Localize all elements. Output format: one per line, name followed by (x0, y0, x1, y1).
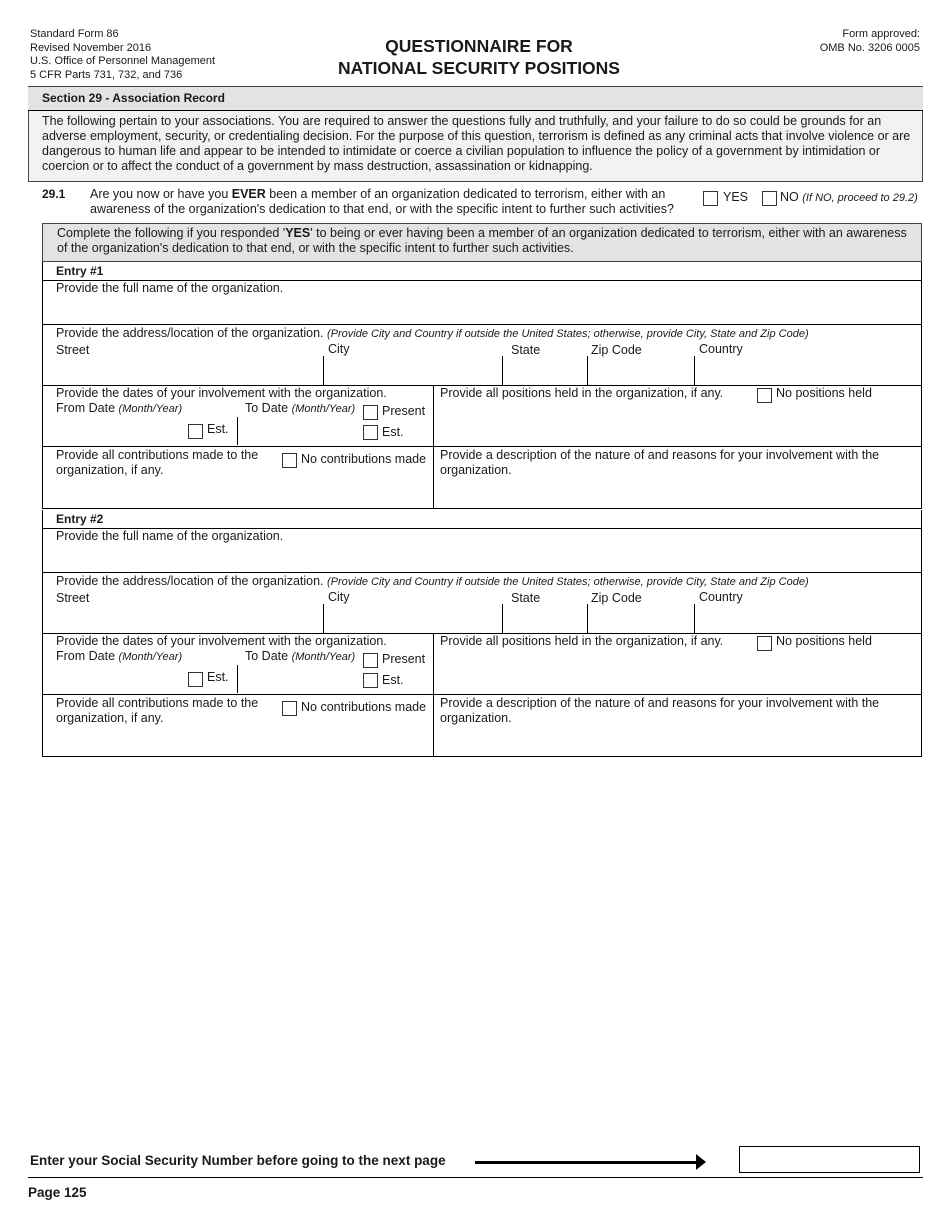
from-date-label: From Date (Month/Year) (56, 649, 183, 663)
from-est-label: Est. (207, 670, 229, 684)
to-est-label: Est. (382, 425, 404, 439)
org-name-label: Provide the full name of the organization. (56, 529, 284, 543)
zip-label: Zip Code (591, 343, 642, 357)
city-input[interactable] (328, 358, 498, 383)
street-label: Street (56, 591, 90, 605)
yes-label: YES (723, 190, 749, 204)
positions-label: Provide all positions held in the organization, if any. (440, 634, 724, 648)
no-contributions-label: No contributions made (301, 452, 427, 466)
city-label: City (328, 342, 350, 356)
from-est-checkbox[interactable] (188, 424, 203, 439)
yes-checkbox[interactable] (703, 191, 718, 206)
omb-approval: Form approved: OMB No. 3206 0005 (819, 28, 920, 54)
no-positions-label: No positions held (776, 386, 872, 400)
instruction-text: Complete the following if you responded 'YES' to being or ever having been a member of an organization dedicated to terrorism, either with an awareness of the organization's dedication to that end, or with the specific intent to further such activities. (57, 226, 907, 255)
to-est-checkbox[interactable] (363, 673, 378, 688)
org-name-input[interactable] (56, 297, 916, 323)
present-label: Present (382, 404, 426, 418)
form-info (30, 28, 215, 82)
org-name-label: Provide the full name of the organization. (56, 281, 284, 295)
zip-input[interactable] (592, 358, 690, 383)
page-number: Page 125 (28, 1185, 87, 1200)
page-title: QUESTIONNAIRE FOR NATIONAL SECURITY POSITIONS (338, 36, 620, 78)
to-est-label: Est. (382, 673, 404, 687)
entry-title: Entry #2 (56, 512, 104, 526)
to-est-checkbox[interactable] (363, 425, 378, 440)
country-input[interactable] (699, 358, 917, 383)
contributions-label: Provide all contributions made to the organization, if any. (56, 448, 259, 477)
street-input[interactable] (56, 606, 316, 631)
no-label: NO (If NO, proceed to 29.2) (780, 190, 918, 204)
country-label: Country (699, 590, 743, 604)
state-label: State (511, 591, 541, 605)
no-positions-checkbox[interactable] (757, 636, 772, 651)
description-label: Provide a description of the nature of and reasons for your involvement with the organization. (440, 696, 880, 725)
description-label: Provide a description of the nature of and reasons for your involvement with the organization. (440, 448, 880, 477)
cfr-reference: 5 CFR Parts 731, 732, and 736 (30, 68, 183, 81)
positions-label: Provide all positions held in the organization, if any. (440, 386, 724, 400)
question-number: 29.1 (42, 187, 66, 201)
address-label: Provide the address/location of the organization. (Provide City and Country if outside the United States; otherwise, provide City, State and Zip Code) (56, 326, 809, 340)
ssn-prompt: Enter your Social Security Number before going to the next page (30, 1153, 446, 1168)
address-label: Provide the address/location of the organization. (Provide City and Country if outside the United States; otherwise, provide City, State and Zip Code) (56, 574, 809, 588)
org-name-input[interactable] (56, 545, 916, 571)
arrow-head-icon (696, 1154, 706, 1170)
to-date-label: To Date (Month/Year) (245, 649, 356, 663)
zip-input[interactable] (592, 606, 690, 631)
no-checkbox[interactable] (762, 191, 777, 206)
from-date-label: From Date (Month/Year) (56, 401, 183, 415)
city-label: City (328, 590, 350, 604)
no-positions-checkbox[interactable] (757, 388, 772, 403)
from-est-label: Est. (207, 422, 229, 436)
dates-label: Provide the dates of your involvement with the organization. (56, 634, 387, 648)
no-contributions-checkbox[interactable] (282, 701, 297, 716)
from-est-checkbox[interactable] (188, 672, 203, 687)
present-label: Present (382, 652, 426, 666)
revised-date: Revised November 2016 (30, 41, 152, 54)
zip-label: Zip Code (591, 591, 642, 605)
section-intro: The following pertain to your associations. You are required to answer the questions fully and truthfully, and your failure to do so could be grounds for an adverse employment, security, or credentialing decision. For the purpose of this question, terrorism is defined as any criminal acts that involve violence or are dangerous to human life and appear to be intended to intimidate or coerce a civilian population to influence the policy of a government by intimidation or coercion or to affect the conduct of a government by mass destruction, assassination or kidnapping. (42, 114, 911, 173)
section-title: Section 29 - Association Record (42, 91, 225, 105)
country-label: Country (699, 342, 743, 356)
arrow-icon (475, 1161, 699, 1164)
agency: U.S. Office of Personnel Management (30, 55, 216, 67)
dates-label: Provide the dates of your involvement with the organization. (56, 386, 387, 400)
country-input[interactable] (699, 606, 917, 631)
ssn-input[interactable] (739, 1146, 920, 1173)
contributions-label: Provide all contributions made to the organization, if any. (56, 696, 259, 725)
city-input[interactable] (328, 606, 498, 631)
state-label: State (511, 343, 541, 357)
street-label: Street (56, 343, 90, 357)
no-positions-label: No positions held (776, 634, 872, 648)
no-contributions-label: No contributions made (301, 700, 427, 714)
present-checkbox[interactable] (363, 653, 378, 668)
state-input[interactable] (507, 358, 583, 383)
present-checkbox[interactable] (363, 405, 378, 420)
form-number: Standard Form 86 (30, 28, 119, 40)
state-input[interactable] (507, 606, 583, 631)
question-text: Are you now or have you EVER been a member of an organization dedicated to terrorism, either with an awareness of the organization's dedication to that end, or with the specific intent to further such activities? (90, 187, 674, 216)
to-date-label: To Date (Month/Year) (245, 401, 356, 415)
street-input[interactable] (56, 358, 316, 383)
entry-title: Entry #1 (56, 264, 104, 278)
no-contributions-checkbox[interactable] (282, 453, 297, 468)
